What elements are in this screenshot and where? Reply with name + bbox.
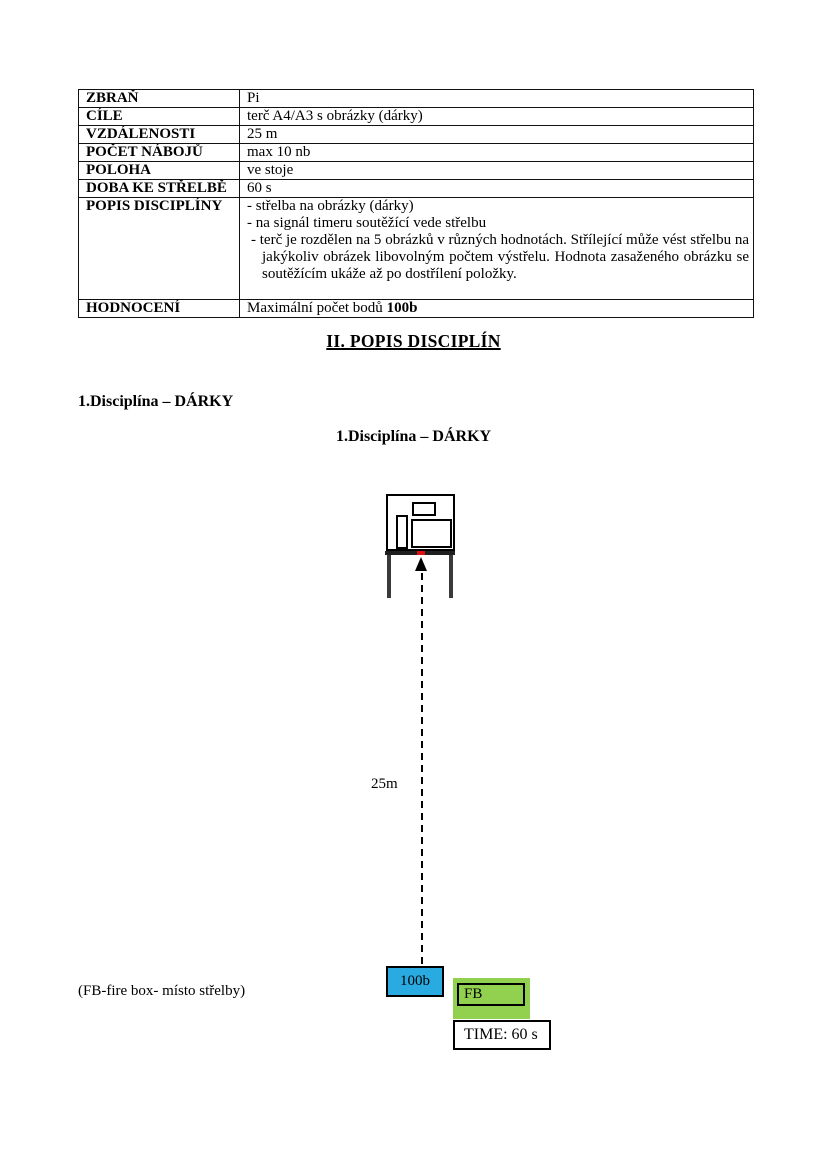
points-box: 100b xyxy=(386,966,444,997)
distance-dashed-line xyxy=(421,573,423,966)
popis-line-2: - na signál timeru soutěžící vede střelbu xyxy=(247,215,487,231)
row-value-pocet-naboju: max 10 nb xyxy=(240,144,754,162)
discipline-heading-left: 1.Disciplína – DÁRKY xyxy=(78,393,234,410)
row-label-doba: DOBA KE STŘELBĚ xyxy=(79,180,240,198)
hodnoceni-points-bold: 100b xyxy=(386,300,418,316)
target-zone-left xyxy=(396,515,408,549)
hodnoceni-text: Maximální počet bodů xyxy=(247,300,387,316)
discipline-spec-table xyxy=(78,89,754,318)
target-zone-big xyxy=(411,519,452,548)
table-row xyxy=(79,300,754,318)
row-value-vzdalenosti: 25 m xyxy=(240,126,754,144)
distance-label: 25m xyxy=(371,776,398,792)
popis-line-1: - střelba na obrázky (dárky) xyxy=(247,198,414,214)
table-row xyxy=(79,180,754,198)
row-label-cile: CÍLE xyxy=(79,108,240,126)
target-stand-leg-left xyxy=(387,555,391,598)
time-box: TIME: 60 s xyxy=(453,1020,551,1050)
section-heading: II. POPIS DISCIPLÍN xyxy=(326,331,501,351)
table-row xyxy=(79,126,754,144)
firebox xyxy=(453,978,530,1019)
direction-arrow-icon xyxy=(415,557,427,571)
table-row xyxy=(79,144,754,162)
popis-line-3: - terč je rozdělen na 5 obrázků v různých hodnotách. Střílející může vést střelbu na jakýkoliv obrázek libovolným počtem výstřelu. Hodnota zasaženého obrázku se soutěžícím ukáže až po dostřílení položky. xyxy=(251,232,749,282)
firebox-caption: (FB-fire box- místo střelby) xyxy=(78,983,246,999)
target-zone-small xyxy=(412,502,436,516)
row-label-vzdalenosti: VZDÁLENOSTI xyxy=(79,126,240,144)
row-label-pocet-naboju: POČET NÁBOJŮ xyxy=(79,144,240,162)
row-value-hodnoceni xyxy=(240,300,754,318)
discipline-heading-center: 1.Disciplína – DÁRKY xyxy=(335,428,492,445)
row-label-popis: POPIS DISCIPLÍNY xyxy=(79,198,240,300)
row-value-cile: terč A4/A3 s obrázky (dárky) xyxy=(240,108,754,126)
row-label-zbran: ZBRAŇ xyxy=(79,90,240,108)
row-value-poloha: ve stoje xyxy=(240,162,754,180)
table-row xyxy=(79,90,754,108)
row-label-poloha: POLOHA xyxy=(79,162,240,180)
firebox-label: FB xyxy=(457,983,525,1006)
table-row xyxy=(79,162,754,180)
table-row xyxy=(79,108,754,126)
row-value-zbran: Pi xyxy=(240,90,754,108)
row-label-hodnoceni: HODNOCENÍ xyxy=(79,300,240,318)
row-value-doba: 60 s xyxy=(240,180,754,198)
table-row xyxy=(79,198,754,300)
target-stand-dot xyxy=(417,551,425,555)
row-value-popis xyxy=(240,198,754,300)
target-stand-leg-right xyxy=(449,555,453,598)
target-illustration xyxy=(386,494,455,551)
